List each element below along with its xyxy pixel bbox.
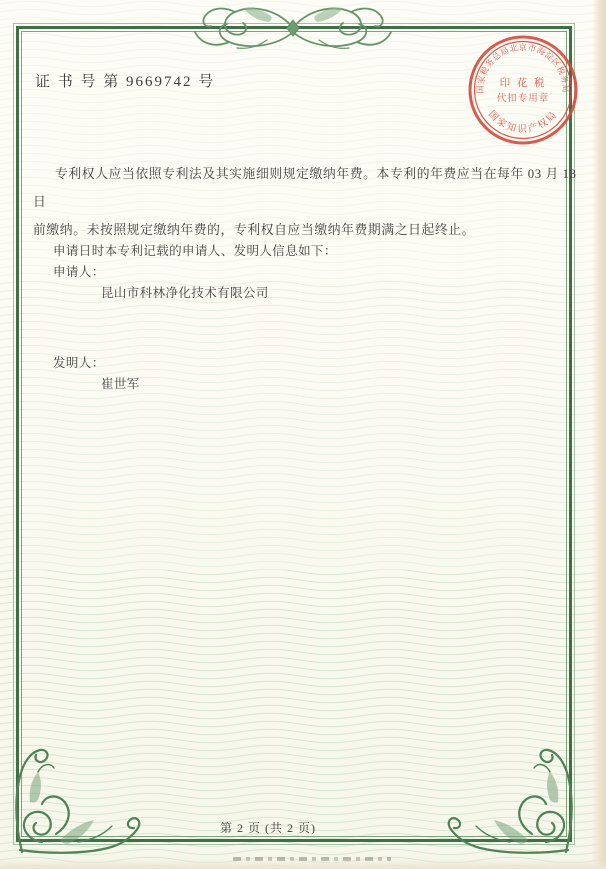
top-flourish-ornament: [193, 2, 393, 56]
certificate-number: 证 书 号 第 9669742 号: [35, 74, 216, 90]
seal-inner-ring: [475, 42, 572, 139]
bottom-left-corner-ornament: [8, 742, 158, 860]
seal-center-line1: 印 花 税: [499, 78, 547, 89]
frame-inner-line: [21, 31, 567, 837]
stamp-seal: [466, 33, 580, 147]
page-indicator: 第 2 页 (共 2 页): [220, 821, 316, 835]
scan-edge-bottom: [0, 859, 606, 869]
applicant-name: 昆山市科林净化技术有限公司: [101, 286, 269, 300]
paragraph-line-2: 前缴纳。未按照规定缴纳年费的，专利权自应当缴纳年费期满之日起终止。: [33, 223, 476, 237]
annual-fee-paragraph: [33, 160, 581, 244]
inventor-name: 崔世军: [101, 377, 140, 391]
paragraph-line-1: 专利权人应当依照专利法及其实施细则规定缴纳年费。本专利的年费应当在每年 03 月 13 日: [33, 167, 577, 209]
seal-center-line2: 代扣专用章: [496, 94, 550, 104]
bottom-right-corner-ornament: [430, 742, 580, 860]
seal-arc-top-text: 国家税务总局北京市海淀区税务局: [475, 43, 571, 94]
scan-edge-right: [592, 0, 606, 869]
inventor-label: 发明人：: [53, 356, 105, 370]
seal-arc-bottom-text: 国家知识产权局: [485, 109, 561, 136]
applicant-label: 申请人：: [53, 265, 105, 279]
info-heading: 申请日时本专利记载的申请人、发明人信息如下：: [53, 244, 337, 258]
